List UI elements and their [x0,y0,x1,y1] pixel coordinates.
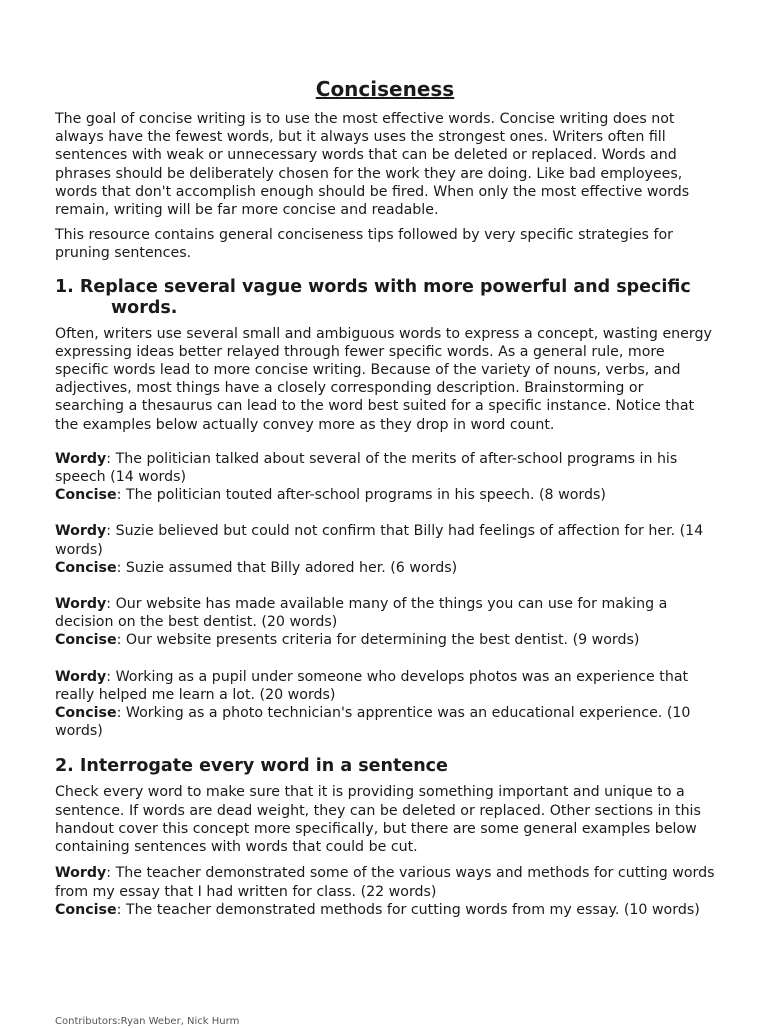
wordy-example [55,668,715,704]
concise-label: Concise [55,487,117,504]
section-1-body: Often, writers use several small and ambiguous words to express a concept, wasting energy expressing ideas better relayed through fewer specific words. As a general rule, more specific words lead to more concise writing. Because of the variety of nouns, verbs, and adjectives, most things have a closely corresponding description. Brainstorming or searching a thesaurus can lead to the word best suited for a specific instance. Notice that the examples below actually convey more as they drop in word count. [55,325,712,433]
contributors-footer: Contributors:Ryan Weber, Nick Hurm [55,1016,240,1027]
page-title: Conciseness [315,77,455,101]
intro-paragraph-2: This resource contains general conciseness tips followed by very specific strategies for pruning sentences. [55,227,673,262]
example-5 [55,864,715,919]
concise-label: Concise [55,901,117,918]
wordy-text: : The teacher demonstrated some of the various ways and methods for cutting words from my essay that I had written for class. (22 words) [55,865,715,900]
wordy-label: Wordy [55,865,107,882]
concise-text: : The teacher demonstrated methods for cutting words from my essay. (10 words) [116,901,700,918]
concise-example [55,486,715,504]
intro-paragraph-1: The goal of concise writing is to use the most effective words. Concise writing does not always have the fewest words, but it always uses the strongest ones. Writers often fill sentences with weak or unnecessary words that can be deleted or replaced. Words and phrases should be deliberately chosen for the work they are doing. Like bad employees, words that don't accomplish enough should be fired. When only the most effective words remain, writing will be far more concise and readable. [55,111,690,219]
concise-label: Concise [55,559,117,576]
concise-example [55,901,715,919]
wordy-text: : Our website has made available many of the things you can use for making a decision on the best dentist. (20 words) [55,596,668,631]
example-4 [55,668,715,741]
wordy-text: : The politician talked about several of the merits of after-school programs in his speech (14 words) [55,450,678,486]
concise-example [55,704,715,740]
concise-label: Concise [55,705,117,722]
wordy-example [55,864,715,900]
concise-label: Concise [55,632,117,649]
concise-text: : Suzie assumed that Billy adored her. (6 words) [116,559,458,576]
concise-text: : The politician touted after-school programs in his speech. (8 words) [116,487,606,504]
example-3 [55,595,715,650]
document-page [55,76,715,919]
concise-example [55,631,715,649]
wordy-label: Wordy [55,596,107,613]
section-1-heading: 1. Replace several vague words with more powerful and specific words. [55,276,691,318]
wordy-label: Wordy [55,668,107,685]
example-2 [55,522,715,577]
concise-text: : Working as a photo technician's apprentice was an educational experience. (10 words) [55,705,691,740]
concise-text: : Our website presents criteria for determining the best dentist. (9 words) [116,632,640,649]
example-1 [55,450,715,505]
concise-example [55,559,715,577]
wordy-text: : Suzie believed but could not confirm that Billy had feelings of affection for her. (14 words) [55,523,704,558]
section-2-heading: 2. Interrogate every word in a sentence [55,756,448,777]
wordy-example [55,522,715,558]
wordy-label: Wordy [55,450,107,467]
wordy-text: : Working as a pupil under someone who develops photos was an experience that really helped me learn a lot. (20 words) [55,668,689,703]
wordy-label: Wordy [55,523,107,540]
wordy-example [55,595,715,631]
wordy-example [55,450,715,486]
section-2-body: Check every word to make sure that it is providing something important and unique to a sentence. If words are dead weight, they can be deleted or replaced. Other sections in this handout cover this concept more specifically, but there are some general examples below containing sentences with words that could be cut. [55,784,701,856]
